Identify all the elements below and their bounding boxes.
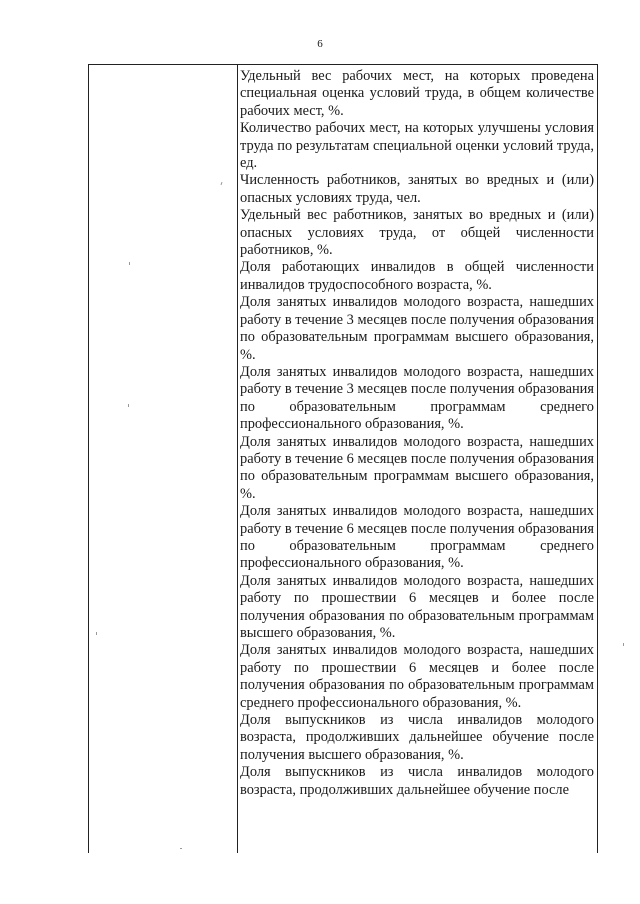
right-column-cell bbox=[238, 68, 594, 799]
left-column-cell bbox=[89, 65, 238, 853]
indicator-paragraph: Численность работников, занятых во вредных и (или) опасных условиях труда, чел. bbox=[240, 172, 594, 206]
indicator-paragraph: Доля выпускников из числа инвалидов молодого возраста, продолживших дальнейшее обучение после bbox=[240, 764, 594, 798]
scan-speck bbox=[96, 632, 97, 635]
indicator-paragraph: Доля занятых инвалидов молодого возраста, нашедших работу по прошествии 6 месяцев и более после получения образования по образовательным программам среднего профессионального образования, %. bbox=[240, 642, 594, 711]
page-number: 6 bbox=[317, 38, 323, 50]
indicator-paragraph: Доля работающих инвалидов в общей численности инвалидов трудоспособного возраста, %. bbox=[240, 259, 594, 293]
indicator-paragraph: Количество рабочих мест, на которых улучшены условия труда по результатам специальной оценки условий труда, ед. bbox=[240, 120, 594, 172]
indicator-paragraph: Доля занятых инвалидов молодого возраста, нашедших работу в течение 6 месяцев после получения образования по образовательным программам высшего образования, %. bbox=[240, 433, 594, 502]
scan-speck bbox=[623, 643, 624, 646]
indicator-paragraph: Доля занятых инвалидов молодого возраста, нашедших работу по прошествии 6 месяцев и более после получения образования по образовательным программам высшего образования, %. bbox=[240, 572, 594, 641]
indicator-paragraph: Доля занятых инвалидов молодого возраста, нашедших работу в течение 3 месяцев после получения образования по образовательным программам среднего профессионального образования, %. bbox=[240, 363, 594, 433]
indicator-paragraph: Удельный вес работников, занятых во вредных и (или) опасных условиях труда, от общей численности работников, %. bbox=[240, 207, 594, 259]
indicator-paragraph: Доля занятых инвалидов молодого возраста, нашедших работу в течение 6 месяцев после получения образования по образовательным программам среднего профессионального образования, %. bbox=[240, 503, 594, 572]
indicator-paragraph: Удельный вес рабочих мест, на которых проведена специальная оценка условий труда, в общем количестве рабочих мест, %. bbox=[240, 68, 594, 119]
indicators-table bbox=[88, 64, 598, 853]
indicator-paragraph: Доля выпускников из числа инвалидов молодого возраста, продолживших дальнейшее обучение после получения высшего образования, %. bbox=[240, 712, 594, 763]
scan-speck bbox=[129, 262, 130, 265]
scan-speck bbox=[180, 848, 182, 849]
indicator-paragraph: Доля занятых инвалидов молодого возраста, нашедших работу в течение 3 месяцев после получения образования по образовательным программам высшего образования, %. bbox=[240, 294, 594, 363]
scan-speck bbox=[128, 404, 129, 407]
